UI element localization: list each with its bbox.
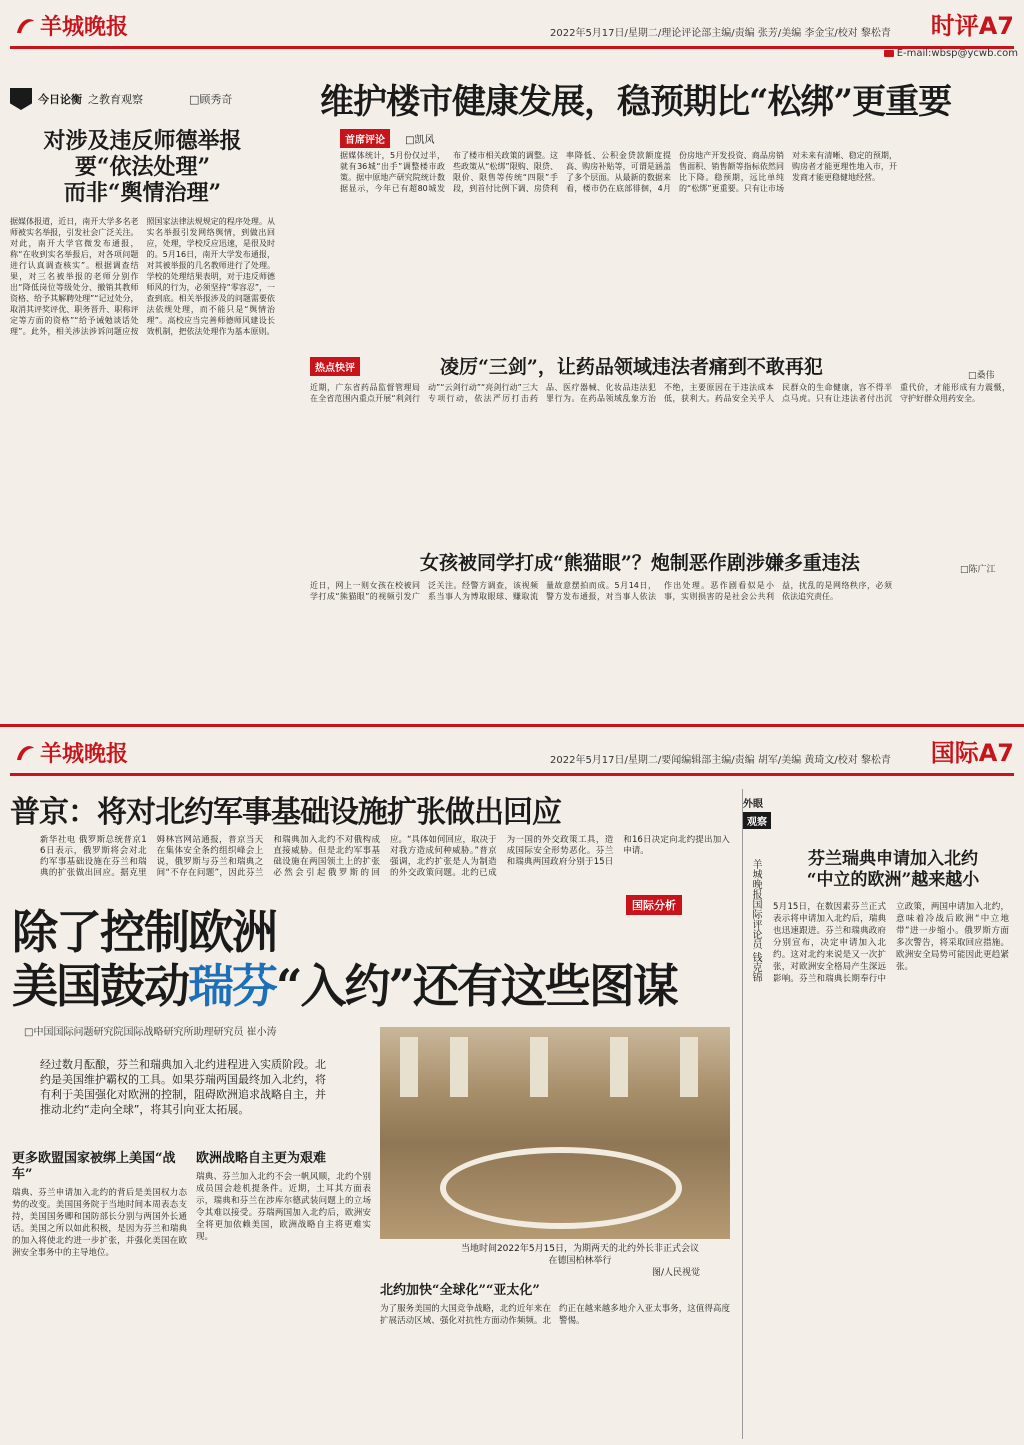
photo-window [680, 1037, 698, 1097]
section-tag: 时评A7 [930, 12, 1014, 40]
section-tag-bottom: 国际A7 [930, 739, 1014, 767]
third-article-body: 近日，网上一则女孩在校被同学打成“熊猫眼”的视频引发广泛关注。经警方调查，该视频系当事人为博取眼球、赚取流量故意摆拍而成。5月14日，警方发布通报，对当事人依法作出处理。恶作剧看似是小事，实则损害的是社会公共利益，扰乱的是网络秩序，必须依法追究责任。 [310, 581, 892, 601]
sub2-body: 瑞典、芬兰加入北约不会一帆风顺，北约个别成员国会趁机提条件。近期，土耳其方面表示，瑞典和芬兰在涉库尔德武装问题上的立场令其难以接受。芬瑞两国加入北约后，欧洲安全将更加依赖美国，欧洲战略自主将更难实现。 [196, 1172, 371, 1242]
main-tag: 首席评论 [340, 129, 390, 148]
putin-article-body: 新华社电 俄罗斯总统普京16日表示，俄罗斯将会对北约军事基础设施在芬兰和瑞典的扩张做出回应。据克里姆林宫网站通报，普京当天在集体安全条约组织峰会上说，俄罗斯与芬兰和瑞典之间“不存在问题”，因此芬兰和瑞典加入北约不对俄构成直接威胁。但是北约军事基础设施在两国领土上的扩张必然会引起俄罗斯的回应。“具体如何回应，取决于对我方造成何种威胁。”普京强调，北约扩张是人为制造的外交政策问题。北约已成为一国的外交政策工具，造成国际安全形势恶化。芬兰和瑞典两国政府分别于15日和16日决定向北约提出加入申请。 [40, 835, 730, 878]
sub1-body: 瑞典、芬兰申请加入北约的背后是美国权力态势的改变。美国国务院于当地时间本周表态支持，美国国务卿和国防部长分别与两国外长通话。美国之所以如此积极，是因为芬兰和瑞典的加入将使北约进一步扩张，并强化美国在欧洲安全事务中的主导地位。 [12, 1188, 187, 1258]
analysis-byline: □中国国际问题研究院国际战略研究所助理研究员 崔小涛 [24, 1027, 277, 1038]
email-text: E-mail:wbsp@ycwb.com [896, 48, 1018, 59]
second-tag-wrap [310, 356, 360, 376]
kicker-sub: 之教育观察 [88, 93, 143, 106]
putin-headline: 普京：将对北约军事基础设施扩张做出回应 [10, 795, 561, 830]
sidebar-vertical-byline: 羊城晚报国际评论员 钱克锦 [750, 859, 761, 983]
left-article-body: 据媒体报道，近日，南开大学多名老师被实名举报，引发社会广泛关注。对此，南开大学官微发布通报，称“在收到实名举报后，对各项问题进行认真调查核实”。根据调查结果，对三名被举报的老师分别作出“降低岗位等级处分、撤销其教师资格、给予其解聘处理”“记过处分，取消其评奖评优、职务晋升、职称评定等方面的资格”“给予诫勉谈话处理”。此外，相关涉法涉诉问题应按照国家法律法规规定的程序处理。从实名举报引发网络舆情，到做出回应，处理，学校反应迅速，是很及时的。5月16日，南开大学发布通报，对其被举报的几名教师进行了处理。学校的处理结果表明，对于违反师德师风的行为，必须坚持“零容忍”，一查到底。相关举报涉及的问题需要依法依规处理，而不能只是“舆情治理”。高校应当完善师德师风建设长效机制，把依法处理作为基本原则。 [10, 217, 275, 336]
brand-name-bottom: 羊城晚报 [40, 741, 129, 767]
edition-line-bottom: 2022年5月17日/星期二/要闻编辑部主编/责编 胡军/美编 黄琦文/校对 黎松青 [550, 755, 891, 766]
email-line [884, 48, 1018, 59]
main-article-body: 据媒体统计，5月份仅过半，就有36城“出手”调整楼市政策。据中原地产研究院统计数据显示，今年已有超80城发布了楼市相关政策的调整。这些政策从“松绑”限购、限贷、限价、限售等传统“四限”手段，到首付比例下调、房贷利率降低、公积金贷款额度提高、购房补贴等，可谓是涵盖了多个层面。从最新的数据来看，楼市仍在底部徘徊，4月份房地产开发投资、商品房销售面积、销售额等指标依然同比下降。稳预期，远比单纯的“松绑”更重要。只有让市场对未来有清晰、稳定的预期，购房者才能更理性地入市，开发商才能更稳健地经营。 [340, 151, 897, 193]
analysis-headline-line1: 除了控制欧洲 [12, 905, 276, 959]
analysis-col1 [12, 1147, 187, 1437]
sidebar-title [783, 849, 1003, 891]
sub2-title: 欧洲战略自主更为艰难 [196, 1151, 327, 1166]
swirl-icon [14, 742, 36, 764]
kicker-title: 今日论衡 [38, 93, 82, 106]
headline-highlight: 瑞芬 [188, 959, 276, 1013]
headline-part-a: 美国鼓动 [12, 959, 188, 1013]
caption-text: 当地时间2022年5月15日，为期两天的北约外长非正式会议在德国柏林举行 [460, 1244, 700, 1266]
bottom-masthead [10, 733, 1014, 776]
analysis-headline [12, 905, 732, 1013]
left-headline-line1: 对涉及违反师德举报 [43, 128, 242, 154]
swirl-icon [14, 15, 36, 37]
sidebar-kicker-top: 外眼 [743, 799, 763, 810]
headline-part-c: “入约”还有这些图谋 [276, 959, 677, 1013]
third-headline: 女孩被同学打成“熊猫眼”？炮制恶作剧涉嫌多重违法 [420, 552, 860, 574]
third-author: □陈广江 [960, 565, 996, 575]
photo-window [530, 1037, 548, 1097]
analysis-tag: 国际分析 [626, 895, 682, 915]
sub1-title: 更多欧盟国家被绑上美国“战车” [12, 1151, 176, 1182]
brand-logo-bottom [14, 737, 128, 768]
photo-caption [460, 1243, 700, 1279]
nato-meeting-photo [380, 1027, 730, 1239]
second-article-body: 近期，广东省药品监督管理局在全省范围内重点开展“利剑行动”“云剑行动”“亮剑行动”三大专项行动，依法严厉打击药品、医疗器械、化妆品违法犯罪行为。在药品领域乱象方治不绝，主要原因在于违法成本低，获利大。药品安全关乎人民群众的生命健康，容不得半点马虎。只有让违法者付出沉重代价，才能形成有力震慑，守护好群众用药安全。 [310, 383, 1010, 403]
sidebar-body: 5月15日，在数因素芬兰正式表示将申请加入北约后，瑞典也迅速跟进。芬兰和瑞典政府分别宣布，决定申请加入北约。这对北约来说是又一次扩张，对欧洲安全格局产生深远影响。芬兰和瑞典长期奉行中立政策，两国申请加入北约，意味着冷战后欧洲“中立地带”进一步缩小。俄罗斯方面多次警告，将采取回应措施。欧洲安全局势可能因此更趋紧张。 [773, 902, 1009, 984]
brand-logo [14, 10, 128, 41]
second-author: □桑伟 [968, 371, 995, 381]
sidebar-commentary [742, 789, 1015, 1439]
left-column [10, 88, 275, 736]
sidebar-title-line2: “中立的欧洲”越来越小 [806, 870, 980, 890]
kicker-author: □顾秀奇 [189, 93, 233, 106]
sidebar-kicker-box: 观察 [743, 812, 771, 829]
sub3-title: 北约加快“全球化”“亚太化” [380, 1283, 540, 1298]
bottom-page [0, 724, 1024, 1445]
photo-round-table [440, 1147, 682, 1229]
top-masthead [10, 6, 1014, 49]
photo-credit: 图/人民视觉 [651, 1268, 700, 1278]
second-headline: 凌厉“三剑”，让药品领域违法者痛到不敢再犯 [440, 356, 823, 378]
edition-line: 2022年5月17日/星期二/理论评论部主编/责编 张芳/美编 李金宝/校对 黎松青 [550, 28, 891, 39]
sub3-body: 为了服务美国的大国竞争战略，北约近年来在扩展活动区域、强化对抗性方面动作频频。北约正在越来越多地介入亚太事务，这值得高度警惕。 [380, 1304, 730, 1326]
main-tag-wrap [340, 128, 435, 148]
column-kicker [10, 88, 275, 110]
left-headline-line3: 而非“舆情治理” [63, 180, 222, 206]
brand-name: 羊城晚报 [40, 14, 129, 40]
analysis-lede: 经过数月酝酿，芬兰和瑞典加入北约进程进入实质阶段。北约是美国维护霸权的工具。如果芬瑞两国最终加入北约，将有利于美国强化对欧洲的控制，阻碍欧洲追求战略自主，并推动北约“走向全球”，将其引向亚太拓展。 [40, 1058, 326, 1116]
main-headline: 维护楼市健康发展，稳预期比“松绑”更重要 [320, 82, 952, 122]
analysis-headline-line2 [12, 959, 732, 1013]
second-tag: 热点快评 [310, 357, 360, 376]
left-headline-line2: 要“依法处理” [74, 154, 211, 180]
heart-badge-icon [10, 88, 32, 110]
sidebar-title-line1: 芬兰瑞典申请加入北约 [808, 849, 978, 869]
photo-window [400, 1037, 418, 1097]
analysis-col2 [196, 1147, 371, 1437]
left-headline [10, 128, 275, 206]
photo-window [450, 1037, 468, 1097]
analysis-col3 [380, 1279, 730, 1439]
mail-icon [884, 50, 894, 57]
photo-window [610, 1037, 628, 1097]
sidebar-kicker [743, 795, 771, 829]
main-author: □凯风 [405, 135, 435, 146]
